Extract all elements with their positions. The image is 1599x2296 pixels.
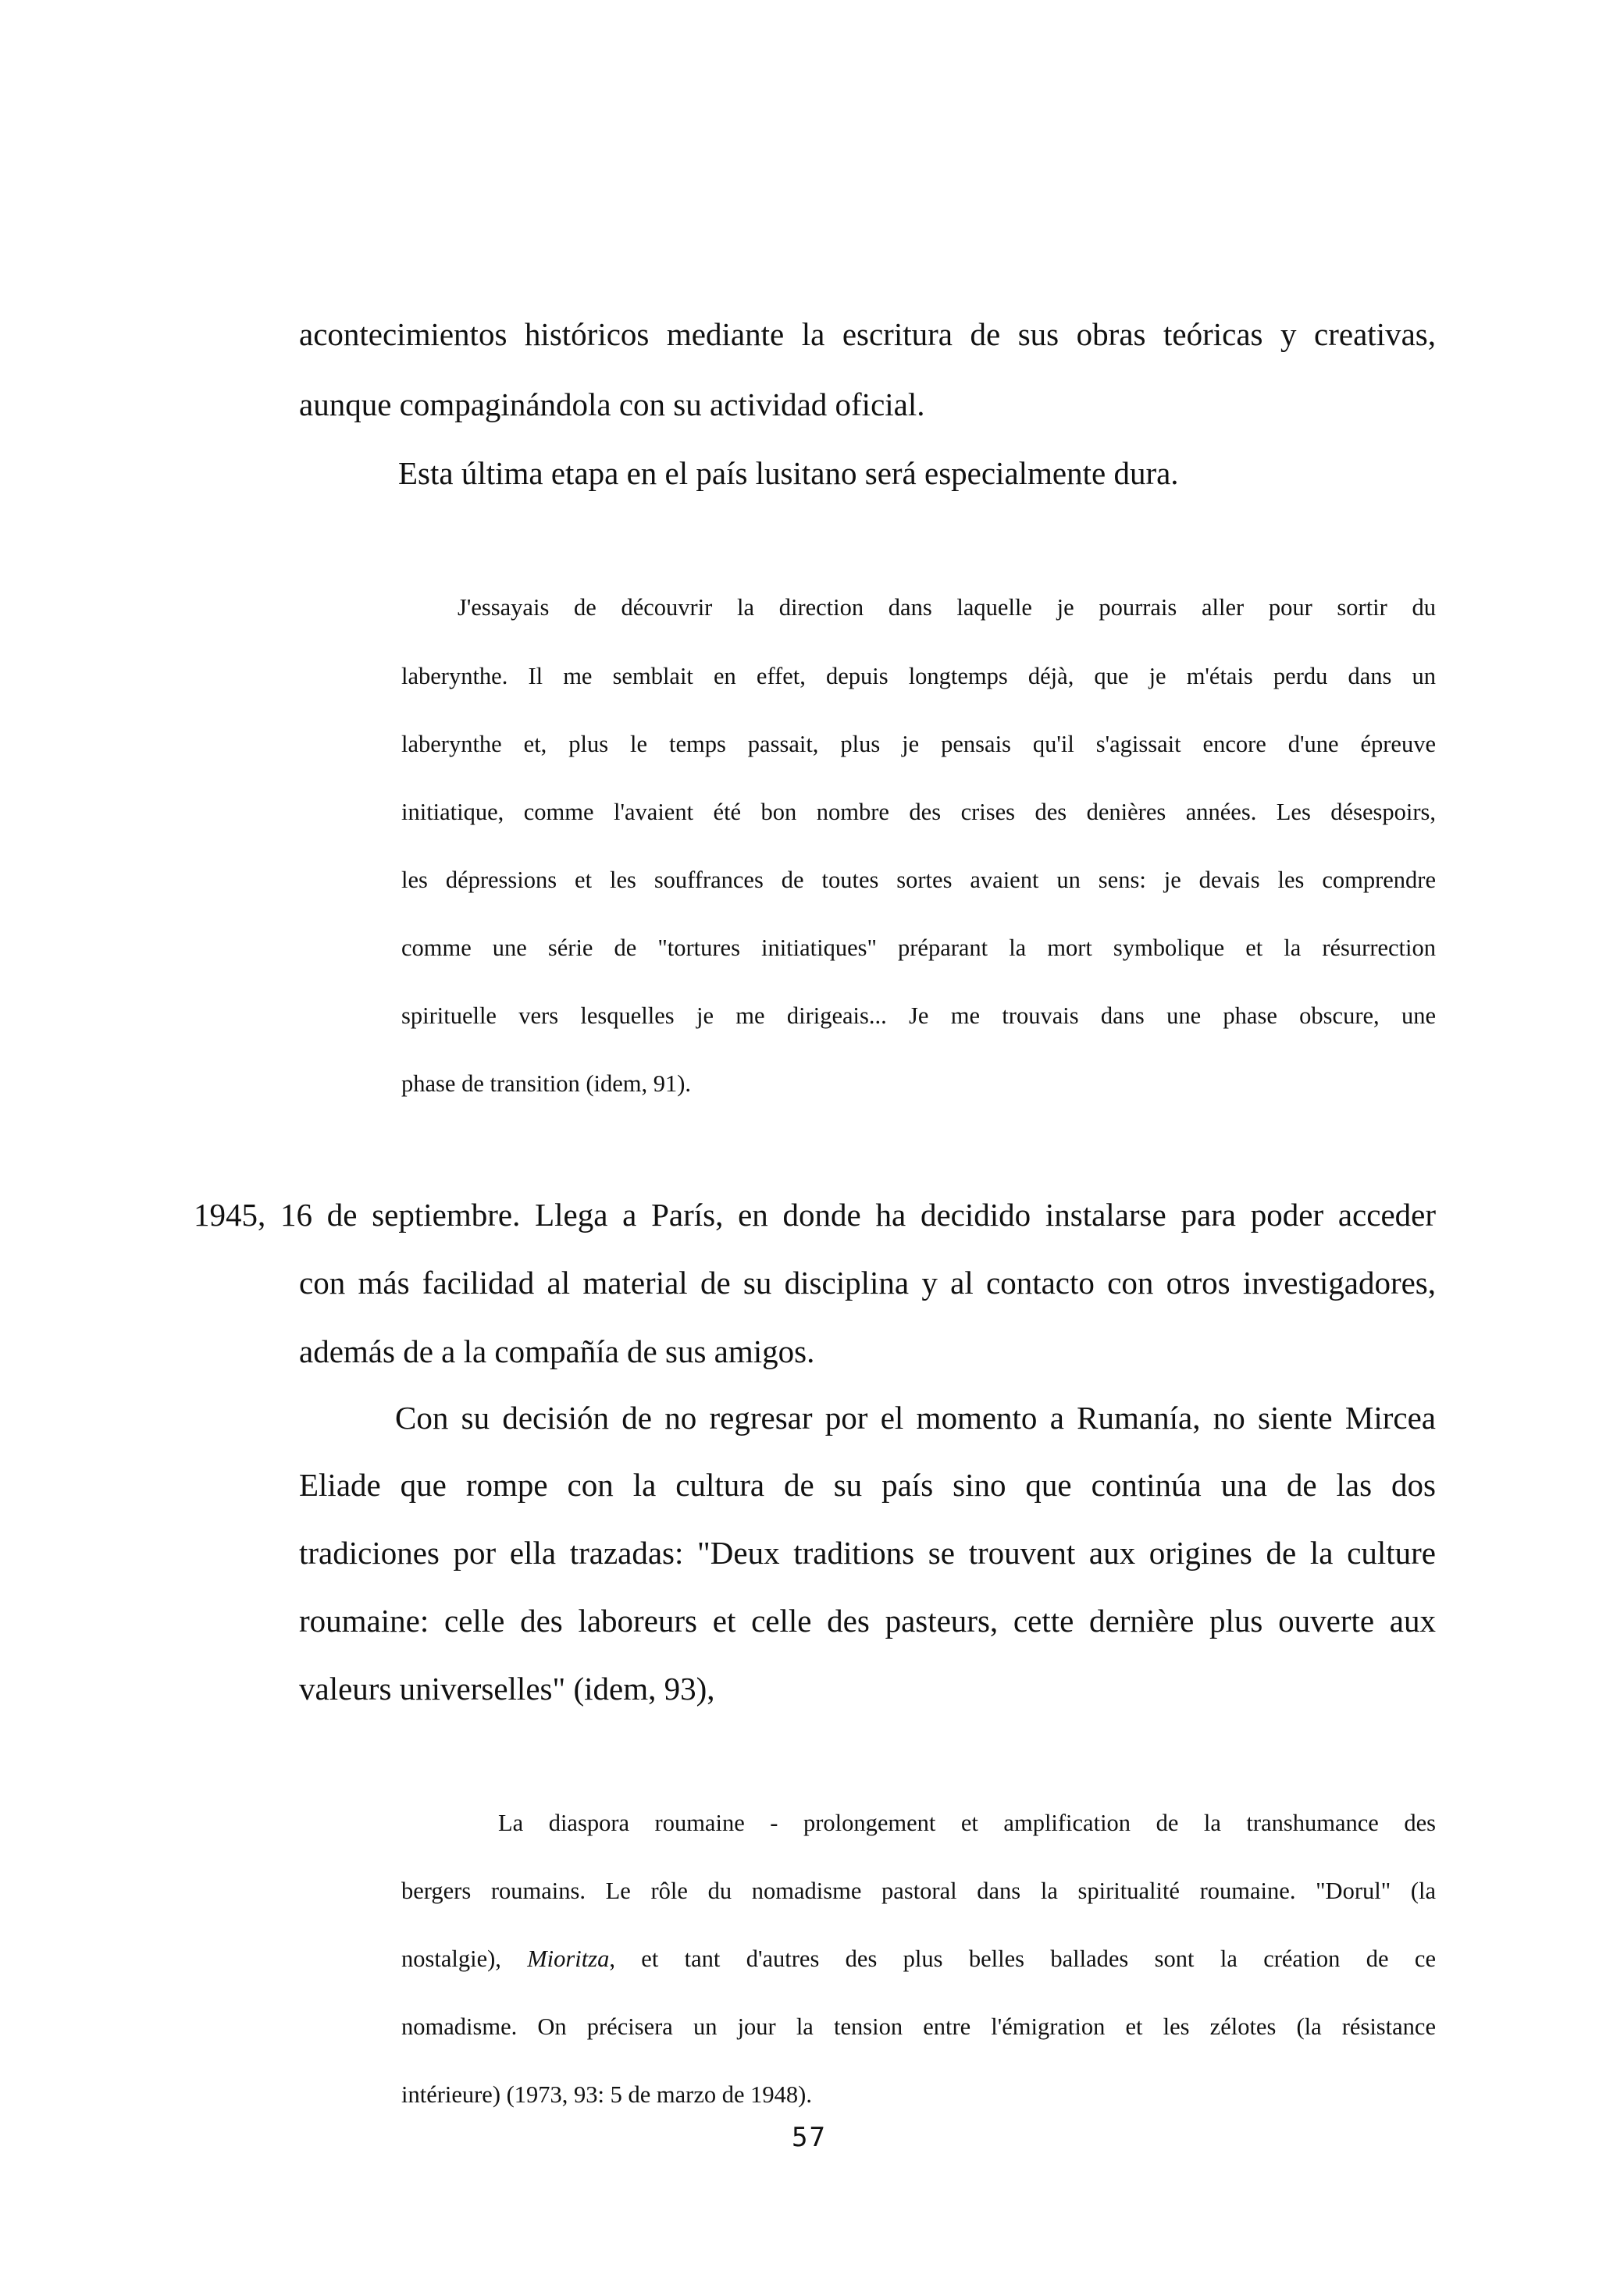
mioritza-title: Mioritza [527,1945,610,1972]
paragraph2-line-1: Con su decisión de no regresar por el momento a Rumanía, no siente Mircea [395,1400,1436,1436]
intro-line-1: acontecimientos históricos mediante la escritura de sus obras teóricas y creativas, [299,316,1436,352]
quote1-line-6: comme une série de "tortures initiatiques" préparant la mort symbolique et la résurrection [401,934,1436,961]
intro-line-2: aunque compaginándola con su actividad oficial. [299,386,925,422]
entry-line-1: 1945, 16 de septiembre. Llega a París, en donde ha decidido instalarse para poder acceder [194,1197,1436,1233]
quote2-line-1: La diaspora roumaine - prolongement et amplification de la transhumance des [498,1810,1436,1836]
paragraph2-line-2: Eliade que rompe con la cultura de su país sino que continúa una de las dos [299,1467,1436,1503]
quote2-line-3-start: nostalgie), [401,1945,528,1972]
entry-line-2: con más facilidad al material de su disciplina y al contacto con otros investigadores, [299,1265,1436,1301]
paragraph2-line-5: valeurs universelles" (idem, 93), [299,1671,715,1707]
quote2-line-2: bergers roumains. Le rôle du nomadisme pastoral dans la spiritualité roumaine. "Dorul" (la [401,1878,1436,1904]
quote2-line-3-end: , et tant d'autres des plus belles ballades sont la création de ce [609,1945,1436,1972]
quote1-line-8: phase de transition (idem, 91). [401,1070,691,1097]
quote1-line-2: laberynthe. Il me semblait en effet, depuis longtemps déjà, que je m'étais perdu dans un [401,663,1436,689]
quote1-line-7: spirituelle vers lesquelles je me dirigeais... Je me trouvais dans une phase obscure, une [401,1002,1436,1029]
quote2-line-5: intérieure) (1973, 93: 5 de marzo de 1948). [401,2081,812,2108]
page-number: 57 [792,2122,827,2153]
quote2-line-4: nomadisme. On précisera un jour la tension entre l'émigration et les zélotes (la résistance [401,2013,1436,2040]
quote2-line-3 [401,1947,1436,1971]
paragraph2-line-4: roumaine: celle des laboreurs et celle des pasteurs, cette dernière plus ouverte aux [299,1603,1436,1639]
quote1-line-1: J'essayais de découvrir la direction dans laquelle je pourrais aller pour sortir du [458,594,1436,621]
quote1-line-3: laberynthe et, plus le temps passait, plus je pensais qu'il s'agissait encore d'une épreuve [401,731,1436,757]
intro-line-3: Esta última etapa en el país lusitano será especialmente dura. [398,455,1179,491]
paragraph2-line-3: tradiciones por ella trazadas: "Deux traditions se trouvent aux origines de la culture [299,1535,1436,1571]
entry-line-3: además de a la compañía de sus amigos. [299,1333,815,1369]
quote1-line-5: les dépressions et les souffrances de toutes sortes avaient un sens: je devais les comprendre [401,867,1436,893]
quote1-line-4: initiatique, comme l'avaient été bon nombre des crises des denières années. Les désespoirs, [401,799,1436,825]
